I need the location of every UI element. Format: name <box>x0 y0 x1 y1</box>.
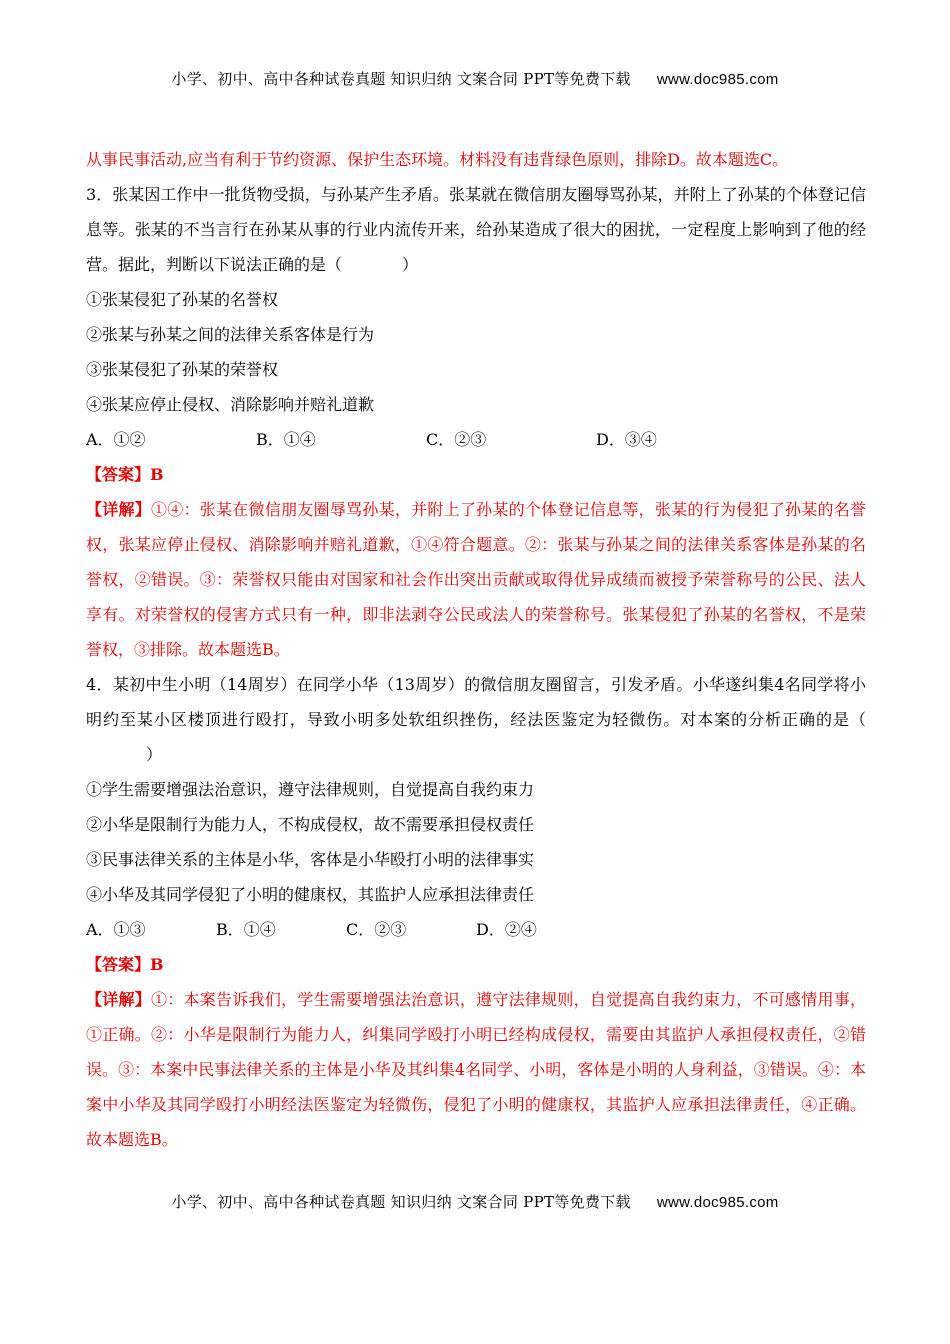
q4-stem-text: 4．某初中生小明（14周岁）在同学小华（13周岁）的微信朋友圈留言，引发矛盾。小华遂纠集4名同学将小明约至某小区楼顶进行殴打，导致小明多处软组织挫伤，经法医鉴定为轻微伤。对本案的分析正确的是（ <box>86 675 866 729</box>
q3-answer <box>86 457 866 492</box>
footer-site-link[interactable]: www.doc985.com <box>656 1194 779 1211</box>
q4-answer-label: 【答案】 <box>86 955 151 974</box>
page-header <box>0 68 950 89</box>
q4-option-a: A．①③ <box>86 920 146 939</box>
q4-item-1: ①学生需要增强法治意识，遵守法律规则，自觉提高自我约束力 <box>86 780 535 799</box>
q4-option-c: C．②③ <box>346 920 407 939</box>
q4-option-d: D．②④ <box>476 920 537 939</box>
q3-answer-value: B <box>150 465 164 484</box>
q3-option-b: B．①④ <box>256 430 316 449</box>
q3-item-3: ③张某侵犯了孙某的荣誉权 <box>86 360 279 379</box>
q4-detail-label: 【详解】 <box>86 990 152 1009</box>
q3-options <box>86 422 866 457</box>
header-site-link[interactable]: www.doc985.com <box>656 71 779 88</box>
q3-item-4: ④张某应停止侵权、消除影响并赔礼道歉 <box>86 395 375 414</box>
q3-answer-label: 【答案】 <box>86 465 151 484</box>
q4-item-2: ②小华是限制行为能力人，不构成侵权，故不需要承担侵权责任 <box>86 815 535 834</box>
q3-stem <box>86 177 866 282</box>
q4-stem <box>86 667 866 772</box>
q3-stem-text: 3．张某因工作中一批货物受损，与孙某产生矛盾。张某就在微信朋友圈辱骂孙某，并附上了孙某的个体登记信息等。张某的不当言行在孙某从事的行业内流传开来，给孙某造成了很大的困扰，一定程度上影响到了他的经营。据此，判断以下说法正确的是（ <box>86 185 866 274</box>
q4-options <box>86 912 866 947</box>
q4-detail-text: ①：本案告诉我们，学生需要增强法治意识，遵守法律规则，自觉提高自我约束力，不可感情用事，①正确。②：小华是限制行为能力人，纠集同学殴打小明已经构成侵权，需要由其监护人承担侵权责任，②错误。③：本案中民事法律关系的主体是小华及其纠集4名同学、小明，客体是小明的人身利益，③错误。④：本案中小华及其同学殴打小明经法医鉴定为轻微伤，侵犯了小明的健康权，其监护人应承担法律责任，④正确。故本题选B。 <box>86 990 866 1149</box>
q4-item-4: ④小华及其同学侵犯了小明的健康权，其监护人应承担法律责任 <box>86 885 535 904</box>
header-text: 小学、初中、高中各种试卷真题 知识归纳 文案合同 PPT等免费下载 <box>171 70 631 88</box>
q4-answer <box>86 947 866 982</box>
q3-option-c: C．②③ <box>426 430 487 449</box>
document-body <box>86 142 866 1157</box>
q3-item-1: ①张某侵犯了孙某的名誉权 <box>86 290 279 309</box>
q3-option-d: D．③④ <box>596 430 657 449</box>
footer-text: 小学、初中、高中各种试卷真题 知识归纳 文案合同 PPT等免费下载 <box>171 1193 631 1211</box>
q3-detail <box>86 492 866 667</box>
q3-option-a: A．①② <box>86 430 146 449</box>
q4-item-3: ③民事法律关系的主体是小华，客体是小华殴打小明的法律事实 <box>86 850 535 869</box>
q3-detail-text: ①④：张某在微信朋友圈辱骂孙某，并附上了孙某的个体登记信息等，张某的行为侵犯了孙某的名誉权，张某应停止侵权、消除影响并赔礼道歉，①④符合题意。②：张某与孙某之间的法律关系客体是孙某的名誉权，②错误。③：荣誉权只能由对国家和社会作出突出贡献或取得优异成绩而被授予荣誉称号的公民、法人享有。对荣誉权的侵害方式只有一种，即非法剥夺公民或法人的荣誉称号。张某侵犯了孙某的名誉权，不是荣誉权，③排除。故本题选B。 <box>86 500 866 659</box>
page-footer <box>0 1191 950 1212</box>
q4-detail <box>86 982 866 1157</box>
previous-answer-tail: 从事民事活动,应当有利于节约资源、保护生态环境。材料没有违背绿色原则，排除D。故本题选C。 <box>86 150 789 169</box>
q3-detail-label: 【详解】 <box>86 500 152 519</box>
q3-stem-close: ） <box>402 255 419 274</box>
q3-item-2: ②张某与孙某之间的法律关系客体是行为 <box>86 325 375 344</box>
q4-answer-value: B <box>150 955 164 974</box>
q4-option-b: B．①④ <box>216 920 276 939</box>
q4-stem-close: ） <box>146 745 163 764</box>
